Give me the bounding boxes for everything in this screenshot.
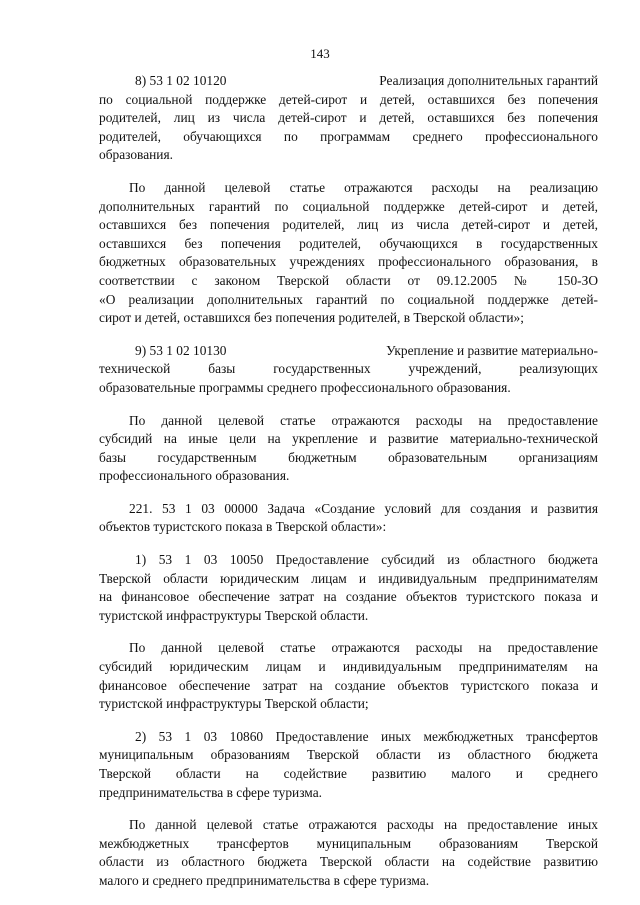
text-line: субсидий на иные цели на укрепление и развитие материально-технической — [99, 431, 598, 447]
text-line: муниципальным образованиям Тверской области из областного бюджета — [99, 747, 598, 763]
text-line: малого и среднего предпринимательства в сфере туризма. — [99, 872, 430, 888]
text-line: объектов туристского показа в Тверской области»: — [99, 519, 387, 535]
text-line: образования. — [99, 147, 173, 163]
text-line: По данной целевой статье отражаются расходы на предоставление — [129, 640, 598, 656]
text-line: «О реализации дополнительных гарантий по социальной поддержке детей- — [99, 291, 598, 307]
text-line: профессионального образования. — [99, 468, 290, 484]
text-line: технической базы государственных учреждений, реализующих — [99, 361, 598, 377]
text-line: финансовое обеспечение затрат на создание объектов туристского показа и — [99, 677, 598, 693]
item-code: 9) 53 1 02 10130 — [135, 342, 227, 358]
page-number: 143 — [310, 46, 330, 61]
text-line: дополнительных гарантий по социальной поддержке детей-сирот и детей, — [99, 198, 598, 214]
item-header — [99, 72, 598, 91]
text-line: туристской инфраструктуры Тверской области. — [99, 607, 369, 623]
text-line: соответствии с законом Тверской области от 09.12.2005 № 150-ЗО — [99, 272, 598, 288]
text-line: По данной целевой статье отражаются расходы на предоставление — [129, 412, 598, 428]
item-title: Реализация дополнительных гарантий — [379, 73, 598, 88]
text-line: на финансовое обеспечение затрат на создание объектов туристского показа и — [99, 589, 598, 605]
text-line: родителей, обучающихся по программам среднего профессионального — [99, 128, 598, 144]
item-title: Укрепление и развитие материально- — [386, 342, 598, 358]
text-line: сирот и детей, оставшихся без попечения родителей, в Тверской области»; — [99, 310, 524, 326]
description-paragraph — [99, 179, 598, 328]
budget-item-53-1-02-10120 — [99, 72, 598, 165]
text-line: оставшихся без попечения родителей, лиц из числа детей-сирот и детей, — [99, 217, 598, 233]
text-line: Тверской области на содействие развитию малого и среднего — [99, 766, 598, 781]
document-body — [99, 72, 598, 891]
text-line: базы государственным бюджетным образовательным организациям — [99, 449, 598, 465]
text-line: туристской инфраструктуры Тверской области; — [99, 696, 369, 712]
text-line: оставшихся без попечения родителей, обучающихся в государственных — [99, 235, 598, 251]
budget-item-53-1-02-10130 — [99, 342, 598, 398]
text-line: По данной целевой статье отражаются расходы на реализацию — [129, 179, 598, 195]
text-line: 1) 53 1 03 10050 Предоставление субсидий из областного бюджета — [135, 552, 598, 568]
description-paragraph — [99, 639, 598, 713]
task-53-1-03-00000 — [99, 500, 598, 537]
description-paragraph — [99, 412, 598, 486]
text-line: родителей, лиц из числа детей-сирот и детей, оставшихся без попечения — [99, 110, 598, 126]
budget-item-53-1-03-10050 — [99, 551, 598, 625]
text-line: бюджетных образовательных учреждениях профессионального образования, в — [99, 254, 598, 270]
text-line: межбюджетных трансфертов муниципальным образованиям Тверской — [99, 835, 598, 851]
text-line: образовательные программы среднего профессионального образования. — [99, 379, 511, 395]
text-line: По данной целевой статье отражаются расходы на предоставление иных — [129, 817, 598, 833]
description-paragraph — [99, 816, 598, 890]
text-line: области из областного бюджета Тверской области на содействие развитию — [99, 854, 598, 870]
text-line: 221. 53 1 03 00000 Задача «Создание условий для создания и развития — [129, 500, 598, 516]
text-line: субсидий юридическим лицам и индивидуальным предпринимателям на — [99, 659, 598, 675]
budget-item-53-1-03-10860 — [99, 728, 598, 802]
text-line: по социальной поддержке детей-сирот и детей, оставшихся без попечения — [99, 91, 598, 107]
text-line: 2) 53 1 03 10860 Предоставление иных межбюджетных трансфертов — [135, 728, 598, 744]
item-header — [99, 342, 598, 361]
item-code: 8) 53 1 02 10120 — [135, 73, 227, 88]
text-line: Тверской области юридическим лицам и индивидуальным предпринимателям — [99, 570, 598, 586]
text-line: предпринимательства в сфере туризма. — [99, 784, 322, 800]
